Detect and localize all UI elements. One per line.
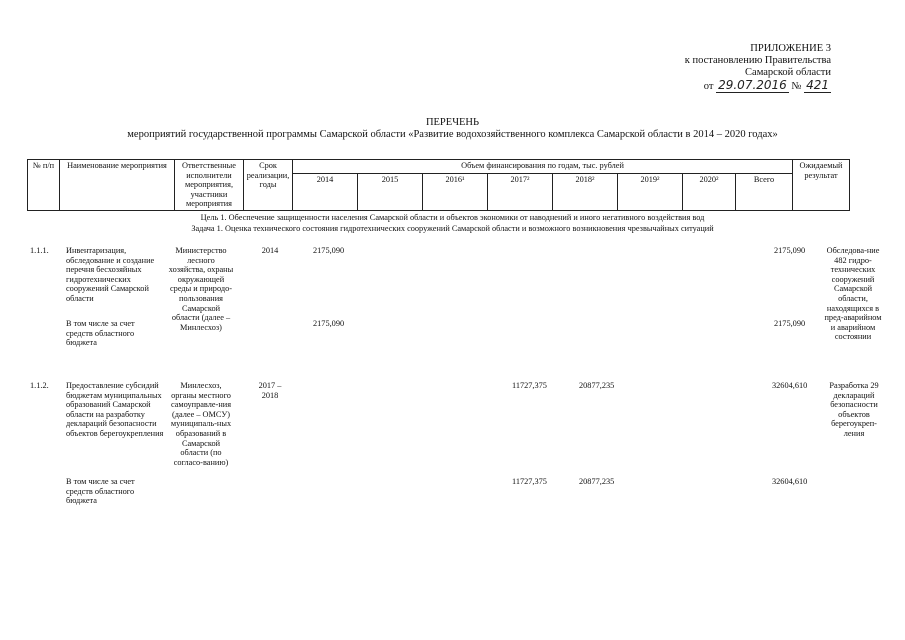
- row1-sub-total: 2175,090: [774, 319, 806, 328]
- row1-result: Обследова-ние 482 гидро-технических сооружений Самарской области, находящихся в пред-аварийном и аварийном состоянии: [824, 246, 882, 342]
- appendix-line3: Самарской области: [745, 67, 831, 78]
- handwritten-number: 421: [806, 78, 829, 92]
- col-year-2017: 2017²: [488, 174, 553, 211]
- goal-text: Цель 1. Обеспечение защищенности населения Самарской области и объектов экономики от наводнений и иного негативного воздействия вод: [200, 213, 705, 222]
- handwritten-date: 29.07.2016: [718, 78, 787, 92]
- col-term: Срок реализации, годы: [244, 160, 293, 211]
- row2-value-2018: 20877,235: [579, 381, 615, 390]
- row2-value-2017: 11727,375: [512, 381, 547, 390]
- approval-block: [631, 43, 831, 93]
- row1-name: Инвентаризация, обследование и создание перечня бесхозяйных гидротехнических сооружений Самарской области: [66, 246, 155, 303]
- row2-sub-value-2018: 20877,235: [579, 477, 615, 486]
- row1-value-2014: 2175,090: [313, 246, 345, 255]
- col-year-2016: 2016¹: [423, 174, 488, 211]
- row2-resp: Минлесхоз, органы местного самоуправле-ния (далее – ОМСУ) муниципаль-ных образований в Самарской области (по согласо-ванию): [170, 381, 232, 467]
- row2-num: 1.1.2.: [30, 381, 49, 390]
- row1-num: 1.1.1.: [30, 246, 49, 255]
- col-funding: Объем финансирования по годам, тыс. рублей: [293, 160, 793, 174]
- from-label: от: [703, 81, 714, 92]
- row2-total: 32604,610: [772, 381, 808, 390]
- col-total: Всего: [736, 174, 793, 211]
- col-year-2015: 2015: [358, 174, 423, 211]
- col-year-2020: 2020²: [683, 174, 736, 211]
- row2-term: 2017 – 2018: [258, 381, 282, 400]
- col-year-2014: 2014: [293, 174, 358, 211]
- appendix-line2: к постановлению Правительства: [684, 55, 831, 66]
- task-text: Задача 1. Оценка технического состояния гидротехнических сооружений Самарской области и возможного возникновения чрезвычайных ситуаций: [191, 224, 714, 233]
- document-title: ПЕРЕЧЕНЬ: [425, 117, 480, 128]
- document-subtitle: мероприятий государственной программы Самарской области «Развитие водохозяйственного комплекса Самарской области в 2014 – 2020 годах»: [127, 129, 778, 140]
- row2-sub-value-2017: 11727,375: [512, 477, 547, 486]
- row1-sub-value-2014: 2175,090: [313, 319, 345, 328]
- row2-name: Предоставление субсидий бюджетам муниципальных образований Самарской области на разработку деклараций безопасности объектов берегоукрепления: [66, 381, 164, 438]
- col-result: Ожидаемый результат: [793, 160, 850, 211]
- row2-result: Разработка 29 деклараций безопасности объектов берегоукреп-ления: [829, 381, 879, 438]
- col-year-2019: 2019²: [618, 174, 683, 211]
- row1-sub-name: В том числе за счет средств областного бюджета: [66, 319, 135, 348]
- appendix-label: ПРИЛОЖЕНИЕ 3: [750, 43, 831, 54]
- row2-sub-name: В том числе за счет средств областного бюджета: [66, 477, 135, 506]
- number-label: №: [791, 81, 802, 92]
- col-resp: Ответственные исполнители мероприятия, участники мероприятия: [175, 160, 244, 211]
- col-num: № п/п: [28, 160, 60, 211]
- date-number-line: [631, 79, 831, 93]
- row2-sub-total: 32604,610: [772, 477, 808, 486]
- row1-term: 2014: [261, 246, 279, 255]
- col-name: Наименование мероприятия: [60, 160, 175, 211]
- row1-total: 2175,090: [774, 246, 806, 255]
- table-header: [27, 159, 850, 211]
- row1-resp: Министерство лесного хозяйства, охраны окружающей среды и природо-пользования Самарской области (далее – Минлесхоз): [168, 246, 234, 332]
- col-year-2018: 2018²: [553, 174, 618, 211]
